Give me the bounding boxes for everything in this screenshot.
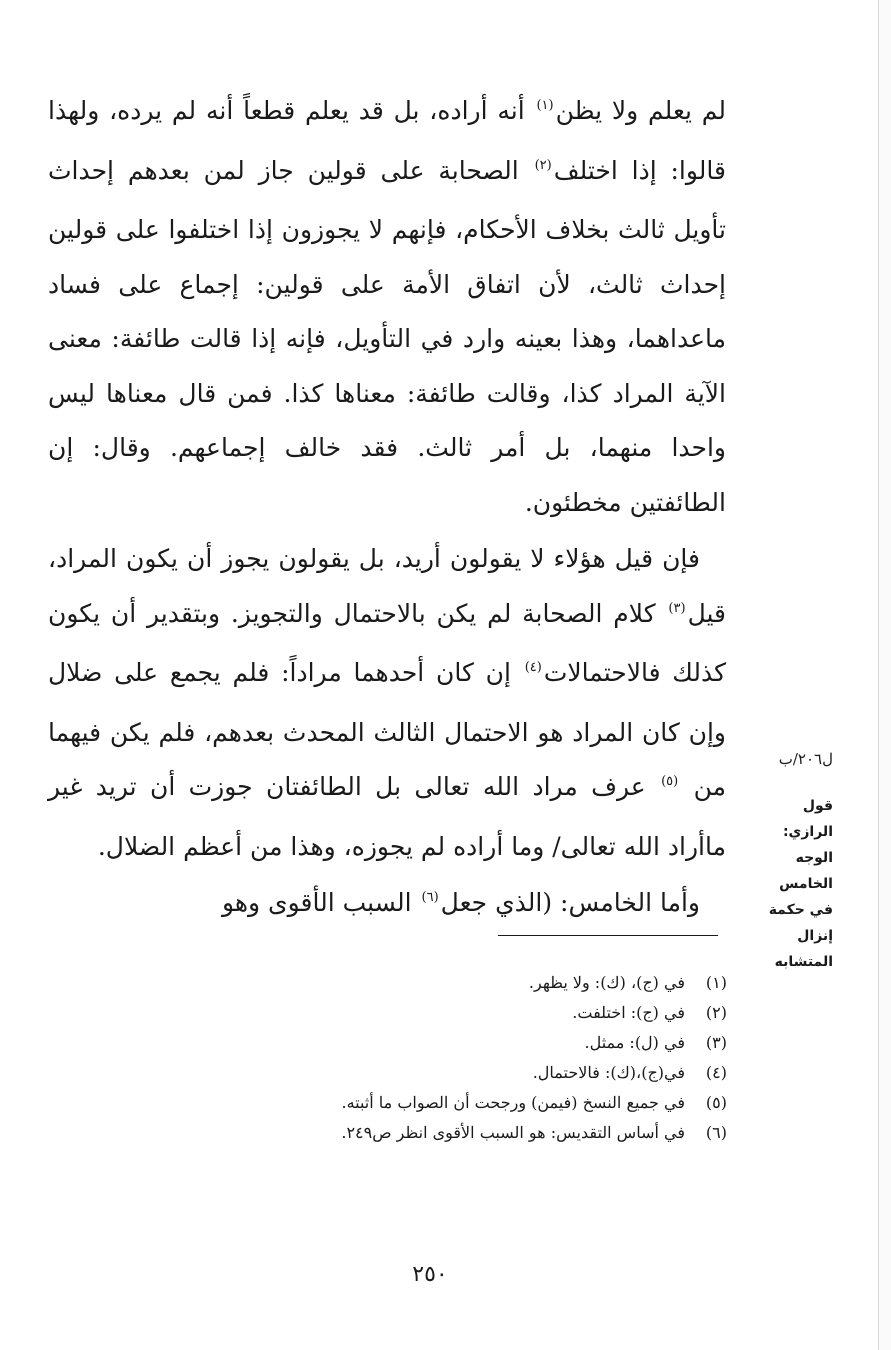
footnote-text: في (ل): ممثل. bbox=[584, 1033, 685, 1052]
footnote-marker: (٢) bbox=[534, 157, 552, 173]
paragraph-text: السبب الأقوى وهو bbox=[221, 888, 420, 917]
footnote-marker: (٤) bbox=[524, 660, 542, 675]
paragraph-text: عرف مراد الله تعالى بل الطائفتان جوزت أن تريد غير ماأراد الله تعالى/ وما أراده لم يجوزه، وهذا من أعظم الضلال. bbox=[48, 772, 726, 861]
main-text-body bbox=[48, 84, 726, 936]
footnote-number: (٦) bbox=[705, 1123, 727, 1142]
paragraph-text: الصحابة على قولين جاز لمن بعدهم إحداث تأويل ثالث بخلاف الأحكام، فإنهم لا يجوزون إذا اختلفوا على قولين إحداث ثالث، لأن اتفاق الأمة على قولين: إجماع على فساد ماعداهما، وهذا بعينه وارد في التأويل، فإنه إذا قالت طائفة: معنى الآية المراد كذا، وقالت طائفة: معناها كذا. فمن قال معناها ليس واحدا منهما، بل أمر ثالث. فقد خالف إجماعهم. وقال: إن الطائفتين مخطئون. bbox=[48, 155, 726, 517]
footnote-text: في أساس التقديس: هو السبب الأقوى انظر ص٢٤٩. bbox=[341, 1123, 685, 1142]
margin-folio-reference: ل٢٠٦/ب bbox=[778, 750, 833, 768]
footnote-text: في (ج): اختلفت. bbox=[572, 1003, 685, 1022]
page-number: ٢٥٠ bbox=[412, 1262, 448, 1287]
footnote-item bbox=[207, 968, 727, 998]
margin-section-heading: قول الرازي: الوجه الخامس في حكمة إنزال المتشابه bbox=[768, 798, 833, 970]
paragraph bbox=[48, 876, 726, 936]
paragraph bbox=[48, 84, 726, 530]
footnote-number: (٣) bbox=[705, 1033, 727, 1052]
footnote-item bbox=[207, 1058, 727, 1088]
footnote-number: (٤) bbox=[705, 1063, 727, 1082]
footnote-item bbox=[207, 1118, 727, 1148]
paragraph bbox=[48, 532, 726, 874]
paragraph-text: فإن قيل هؤلاء لا يقولون أريد، بل يقولون يجوز أن يكون المراد، قيل bbox=[48, 544, 726, 628]
footnote-number: (٢) bbox=[705, 1003, 727, 1022]
paragraph-text: وأما الخامس: (الذي جعل bbox=[440, 888, 700, 917]
page-edge bbox=[878, 0, 891, 1350]
paragraph-text: لم يعلم ولا يظن bbox=[555, 96, 727, 125]
paragraph-text: أنه أراده، بل قد يعلم قطعاً أنه لم يرده، ولهذا قالوا: إذا اختلف bbox=[48, 96, 726, 185]
footnotes-list bbox=[207, 968, 727, 1148]
paragraph-text: إن كان أحدهما مراداً: فلم يجمع على ضلال وإن كان المراد هو الاحتمال الثالث المحدث بعدهم، فلم يكن فيهما من bbox=[48, 658, 727, 801]
footnote-text: في جميع النسخ (فيمن) ورجحت أن الصواب ما أثبته. bbox=[341, 1093, 685, 1112]
footnote-text: في (ج)، (ك): ولا يظهر. bbox=[528, 973, 685, 992]
footnote-number: (٥) bbox=[705, 1093, 727, 1112]
footnote-item bbox=[207, 998, 727, 1028]
footnote-number: (١) bbox=[705, 973, 727, 992]
footnote-marker: (٦) bbox=[421, 890, 439, 905]
paragraph-text: كلام الصحابة لم يكن بالاحتمال والتجويز. وبتقدير أن يكون كذلك فالاحتمالات bbox=[48, 598, 726, 687]
footnote-marker: (١) bbox=[536, 98, 554, 113]
footnote-item bbox=[207, 1028, 727, 1058]
footnote-text: في(ج)،(ك): فالاحتمال. bbox=[532, 1063, 685, 1082]
footnote-marker: (٣) bbox=[668, 600, 686, 616]
footnote-item bbox=[207, 1088, 727, 1118]
footnote-marker: (٥) bbox=[661, 774, 679, 789]
footnote-divider bbox=[498, 935, 718, 936]
